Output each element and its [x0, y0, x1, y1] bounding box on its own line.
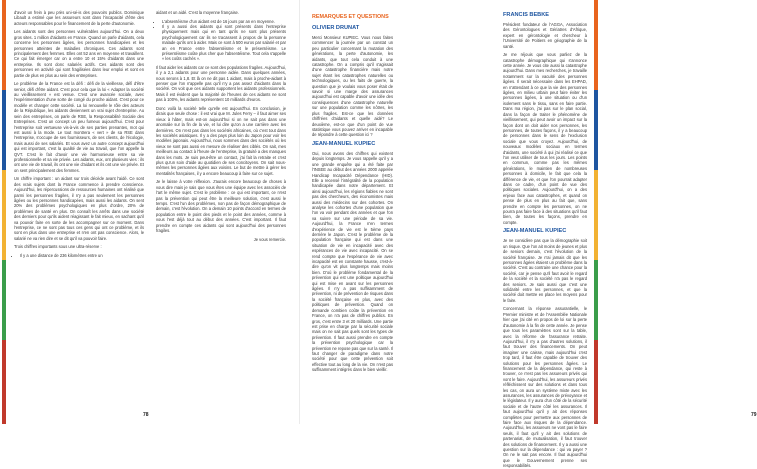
section-heading: REMARQUES ET QUESTIONS — [312, 14, 389, 20]
paragraph: Concernant la réponse assurantielle, le Premier ministre et de l'Assemblée Nationale hier que j'ai cité en propos de loi sur la perte d'autonomie à la fin de cette année. Je pense que tous les paramètres sont sur la table, avec la réforme de l'assurance retraite. Aujourd'hui, il n'y a pas d'autres solutions, il faut trouver des financements. On peut imaginer une caisse, mais aujourd'hui c'est trop tard, il faut être capable de trouver des solutions pour les personnes âgées. Le financement de la dépendance, qui reste à trouver, ce n'est pas les assureurs privés qui vont le faire. Aujourd'hui, les assureurs privés réfléchissent sur des solutions et dans tous les cas, on aura un système mixte avec les assurances, les assurances de prévoyance et le législateur. Il y aura d'un côté de la sécurité sociale et de l'autre côté les assurances. Il faut aujourd'hui qu'il y ait des réponses complètes pour permettre aux personnes de faire face aux risques de la dépendance. Aujourd'hui, les assureurs ne vont pas le faire seuls, il faut qu'il y ait des solutions de partenariat, de mutualisation, il faut trouver des solutions de financement. Il y a aussi une question sur la dépendance : qui va payer ? On ne le sait pas encore. Il faut aujourd'hui que le Gouvernement prenne ses responsabilités. — [503, 306, 587, 469]
list-item: • Il y a aussi des aidants qui sont présents dans l'entreprise physiquement mais qui en tant qu'ils ne sont plus présents psychologiquement car ils se tracassent à propos de la personne malade qu'ils ont à aider. Mais ce sont à 500 euros par salarié et par an en France entre l'absentéisme et le présentéisme. Le présentéisme coûte plus cher que l'absentéisme. Tout cela s'appelle « les coûts cachés ». — [162, 24, 286, 62]
stripe-segment — [2, 260, 6, 340]
paragraph: Les aidants sont des personnes vulnérables aujourd'hui. On a deux gros sites. 1 million d'aidants en France. Quand on parle d'aidants, cela concerne les personnes âgées, les personnes handicapées et les personnes atteintes de maladies chroniques. Ces aidants sont principalement des femmes. Elles ont 52 ans en moyenne et travaillent. Ce qui fait émerger car on a entre 10 et 15% d'aidants dans une entreprise. Ils sont donc salariés actifs. Ces aidants sont des personnes en activité qui sont fragilisées dans leur emploi et sont en partie de plus en plus au sein des entreprises. — [14, 29, 144, 78]
list-item: • L'absentéisme d'un aidant est de 16 jours par an en moyenne. — [162, 19, 286, 24]
stripe-segment — [594, 170, 598, 260]
stripe-segment — [594, 90, 598, 170]
left-column-1 — [14, 10, 144, 398]
paragraph: Un chiffre important : un aidant sur trois décède avant l'aidé. Ce sont des vrais sujets dont la France commence à prendre conscience. Aujourd'hui, les répercussions de ressources humaines ont réalisé que parmi les personnes fragiles, il n'y a pas seulement les personnes âgées ou les personnes handicapées, mais aussi les aidants. On sent 20% des problèmes psychologiques en plus d'ordre, 20% de problèmes de santé en plus. On connaît les arrêts dans une société des derniers pour qu'ils aident réagissant le fait mieux, en sachant qu'il va pouvoir faire en sorte de les accompagner sur ce moment. Dans l'entreprise, ce ne sont pas tous ces gens qui ont ce problème, et ils sont en plus dans une entreprise et n'en ont pas conscience. Alors, le salarié ne va rien dire et se dit qu'il va pouvoir faire. — [14, 176, 144, 241]
paragraph: Je ne considère pas que la démographie soit un risque. Que l'on ait moins de jeunes et plus de seniors demain, c'est l'évolution de la société française. Je n'ai jamais dit que les personnes âgées étaient un problème dans la société. C'est au contraire une chance pour la société, car je pense qu'il faut avoir le regard de la société et la société n'a pas le regard des seniors. Je sais aussi que c'est une solidarité entre les personnes, et que la société doit mettre en place les moyens pour le faire. — [503, 238, 587, 303]
stripe-segment — [594, 0, 598, 90]
paragraph: Trois chiffres importants sous une ultra-réserve : — [14, 244, 102, 250]
paragraph: Je me réjouis que vous parliez de la catastrophe démographique qui s'annonce cette année. Je vous cite aussi la catastrophe aujourd'hui. Dans mes recherches, je travaille notamment sur la vacuité des personnes âgées. Il serait nécessaire dans les EHPAD, en n'attendant à ce que la vie des personnes âgées, en milieu urbain peut faire éviter les personnes âgées, à une situation ou d'un isolement sans le tissu, sans en faire partie. Dans ma région, j'ai pas sur le plan social, dans la façon de traiter le phénomène de vieillissement, qui peut avoir un impact sur la façon dont on doit aider nos personnes, les personnes, de toutes façons, il y a beaucoup de personnes dans le sens de l'exclusion sociale que vous croyez. Aujourd'hui, de nouveaux modèles sociaux en termes d'aidants, une société à qui j'ai réalisé ce que l'on veut utiliser de tous les jours. Les points en commun, comme pas les mêmes générations, le maintien de nombreuses personnes à domicile, le fait que cela la différence de vie, et que l'on pourrait adapter dans ce cadre, d'un point de vue des politiques sociales. Aujourd'hui, on a des enjeux face aux catastrophes, et quand on pense de plus en plus au fait que, sans prendre en compte les personnes, on ne pourra pas faire face à des situations qu'il faut bien, de toutes les façons, prendre en compte. — [503, 52, 587, 225]
stripe-segment — [2, 340, 6, 424]
right-column-1 — [312, 10, 393, 400]
page-number: 78 — [143, 412, 149, 418]
bullet-list — [156, 19, 286, 62]
paragraph: Oui, nous avons des chiffres qui existent depuis longtemps. Je vous rappelle qu'il y a une grande enquête qui a été faite par l'INSEE au début des années 2000 appelée Handicap Incapacité Dépendance (HID). Elle a recensé l'intégralité de la population handicapée dans notre département. Et ainsi aujourd'hui, les régions fiables ne sont pas des chercheurs, des économistes mais aussi des médecins sur des cohortes. On analyse les cohortes d'une population que l'on va voir pendant des années et que l'on va suivre sur une période de sa vie. Aujourd'hui, la France n'en termes d'expérience de vie est le 5ème pays derrière le Japon. C'est le problème de la population française qui est dans une situation de vie en incapacité avec des espérances de vie avec incapacité. On se rend compte que l'espérance de vie avec incapacité est en constante hausse, c'est-à-dire qu'on vit plus longtemps mais moins bien. D'où le problème fondamental de la prévention qui est une politique aujourd'hui qui est mise en avant sur les personnes âgées. Il n'y a pas suffisamment de prévention, ni de prévention de risques dans la société française en plus, avec des politiques de prévention. Quand on demande combien coûte la prévention en France, on n'a pas de chiffres publics. En gros, c'est entre 3 et 20 milliards. Une partie est prise en charge par la sécurité sociale mais on ne sait pas quels sont les types de prévention. Il faut aussi prendre en compte la prévention psychologique car la prévention ne repose pas que sur la santé. Il faut changer de paradigme dans notre société pour que cette prévention soit effective tout au long de la vie. On n'est pas suffisamment intégrés dans le bien vieillir. — [312, 150, 393, 373]
right-page — [300, 0, 757, 469]
stripe-segment — [594, 340, 598, 424]
stripe-segment — [594, 260, 598, 340]
speaker-name: JEAN-MANUEL KUPIEC — [312, 140, 376, 147]
page-number: 79 — [751, 412, 757, 418]
paragraph: aidant et un aidé. C'est la moyenne française. — [156, 10, 239, 15]
list-item: • Il y a une distance de 236 kilomètres entre un — [20, 253, 144, 258]
paragraph: Le problème de la France est la défi : défi de la vieillesse, défi d'être senior, défi d'être aidant. C'est pour cela que la loi « Adapter la société au vieillissement » est venue. C'est une avancée sociale, avec l'expérimentation d'une sorte de congé du proche aidant. C'est pour ce modèle et changer cette société. La loi renouvelle le rôle des acteurs de la République, les aidants deviennent un vrai sujet d'entreprise. Au sein des entreprises, on parle de RSE, la Responsabilité Sociale des Entreprises. C'est un concept un peu fumeux aujourd'hui. C'est pour l'entreprise soit vertueuse vis-à-vis de ses parties prenantes, mot qui est aussi à la mode. Le tout montrera « vert » de sa RSE dans l'entreprise, s'occupe de ses fournisseurs, de ses clients, de l'écologie, mais aussi de ses salariés. Et vous avez un autre concept aujourd'hui qui est important, c'est la qualité de vie au travail, que l'on appelle la QVT. C'est le fait d'avoir une vie harmonieuse entre sa vie professionnelle et sa vie privée. Les aidants, eux, ont plusieurs vies : ils ont une vie de travail, ils ont une vie d'aidant et ils ont une vie privée. Et on sent principalement des femmes. — [14, 81, 144, 173]
left-column-2 — [156, 10, 286, 398]
left-page — [0, 0, 300, 424]
paragraph: d'avoir un frein à peu près uni-sé-is des pouvoirs publics. Dominique Libault a estimé que les assureurs sont dans l'incapacité d'être des acteurs responsables pour le financement de la perte d'autonomie. — [14, 10, 144, 26]
right-column-3 — [503, 10, 587, 469]
signoff: Je vous remercie. — [253, 236, 286, 242]
speaker-name: OLIVIER DRUNAT — [312, 25, 360, 31]
paragraph: Donc voilà la société telle qu'elle est aujourd'hui. En conclusion, je dirais que seule chose : il est vrai que M. Jules Ferry – il faut aimer ses vieux à hâter, mais est-on aujourd'hui si on ne sait pas dans une anomalie sur la fin de la vie, et lui dire qu'on a une carrière avec les dernières. On n'est pas dans les sociétés africaines, où c'est tout dans les sociétés asiatiques. Il y a des pays plus loin du Japon pour voir les modèles japonais. Aujourd'hui, nous sommes dans des sociétés où les vieux ne sont pas aussi en mesure de réaliser des ciblés. On sait, mes meilleurs au contact à l'heure de l'entreprise, la gratuité a des manques dans les mots. Je suis peut-être un contact, j'ai fait la retraite et c'est plus qu'un soin d'aide au quotidien de ses concitoyens. On sait nous-mêmes les personnes âgées aux voisins. Le but de mettre à gérer les mentalités françaises, il y a encore beaucoup à faire sur ce sujet. — [156, 105, 286, 176]
paragraph: Merci Monsieur KUPIEC. Vous nous faites commencer la journée par un constat un peu particulier concernant la mutation des générations, la perte d'autonomie, les aidants, que tout cela conduit à une catastrophe. On a compris qu'il s'agissait d'une catastrophe financière mais notre sujet étant les catastrophes naturelles ou technologiques, ou les faits de guerre, la question que je voulais vous poser était de savoir si une marge des assurances aujourd'hui est capable d'avoir une idée des conséquences d'une catastrophe naturelle sur une population comme les nôtres, les plus fragiles. Est-ce que les données chiffrées d'aidants et quelle aidé? Le deuxième, est-ce que d'un point de vue statistique vous pouvez arriver en incapable de répondre à cette question ici ? — [312, 35, 393, 138]
right-column-2 — [403, 10, 491, 400]
paragraph: Il faut aider les aidants car ce sont des populations fragiles. Aujourd'hui, il y a 2,1 aidants pour une personne aidée. Dans quelques années, nous serons à 1,8. Et là on ne dit pas 1 aidant, mais à proche-aidant à penser que l'on n'appelle pas qu'il n'y a pas assez d'aidants dans la société. On voit que ces aidants supportent les aidants professionnels. Mais il est évident que la majorité de l'heures de ces aidants ne sont pas à 100%, les aidants représentent 10 milliards d'euros. — [156, 64, 286, 103]
stripe-segment — [2, 0, 6, 90]
bullet-list — [14, 253, 144, 258]
paragraph: Président fondateur de l'AGGA, Association des Gérontologues et Gériatres d'Afrique, expert en gérontologie et chercheur à l'Université de Poitiers en géographie de la santé. — [503, 22, 587, 49]
stripe-segment — [2, 90, 6, 170]
speaker-name: JEAN-MANUEL KUPIEC — [503, 228, 567, 235]
color-stripe-right — [594, 0, 598, 424]
speaker-name: FRANCIS BEBKE — [503, 12, 549, 18]
stripe-segment — [2, 170, 6, 260]
color-stripe-left — [2, 0, 6, 424]
paragraph: Je le laisse à votre réflexion. J'aurais encore beaucoup de choses à vous dire mais je sais que vous êtes une équipe avec les associés de l'art le même sujet. C'est le problème : ce qui est important, ce n'est pas la prévention qui peut être la meilleure solution, c'est aussi le temps. C'est l'un des problèmes, non pas de façon démographique de demain, c'est l'évolution. On a demain 10 points d'accord en termes de population entre le point des pieds et le point des années, comme à vous l'est déjà tout au début des années. C'est important. Il faut prendre en compte ces aidants qui sont aujourd'hui des personnes fragiles. — [156, 179, 286, 233]
